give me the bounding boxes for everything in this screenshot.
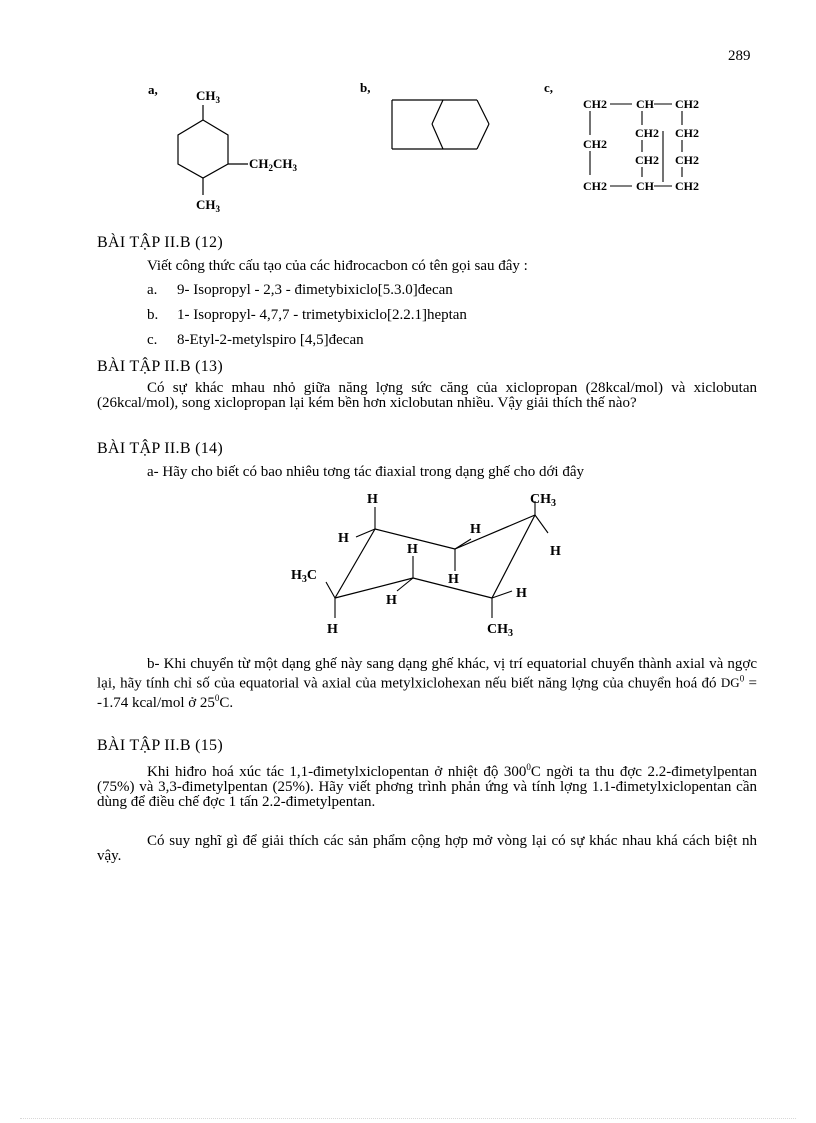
- chair-h-bottom-center: H: [386, 593, 397, 608]
- exercise-12-item-a: a. 9- Isopropyl - 2,3 - đimetybixiclo[5.3.0]đecan: [147, 282, 453, 298]
- cyclohexane-ring: [178, 120, 228, 178]
- c-r4-ch: CH: [636, 179, 654, 193]
- figure-c-structure: [538, 78, 718, 200]
- c-r4-ch2-left: CH2: [583, 179, 607, 193]
- figure-a-ethyl: $CH_2CH_3$: [249, 156, 297, 173]
- exercise-15-heading: BÀI TẬP II.B (15): [97, 737, 223, 754]
- figure-a-ch3-bottom: $CH_3$: [196, 197, 220, 214]
- chair-h-right-lower: H: [516, 586, 527, 601]
- exercise-13-text: Có sự khác mhau nhỏ giữa năng lợng sức căng của xiclopropan (28kcal/mol) và xiclobutan (26kcal/mol), song xiclopropan lại kém bền hơn xiclobutan nhiều. Vậy giải thích thế nào?: [97, 380, 757, 411]
- exercise-14-heading: BÀI TẬP II.B (14): [97, 440, 223, 457]
- c-r1-ch2-left: CH2: [583, 97, 607, 111]
- chair-h-center-upper: H: [407, 542, 418, 557]
- chair-conformation: [280, 485, 580, 645]
- exercise-15-paragraph-2: Có suy nghĩ gì để giải thích các sản phẩm cộng hợp mở vòng lại có sự khác nhau khá cách biệt nh vậy.: [97, 833, 757, 864]
- chair-h-inner-right: H: [470, 522, 481, 537]
- page-number: 289: [728, 48, 751, 64]
- chair-h3c-left: $H_3C$: [291, 568, 318, 585]
- c-r4-ch2-right: CH2: [675, 179, 699, 193]
- chair-h-bottom-left: H: [327, 622, 338, 637]
- exercise-15-paragraph-1: Khi hiđro hoá xúc tác 1,1-đimetylxiclopentan ở nhiệt độ $300^0C$ ngời ta thu đợc 2.2-đimetylpentan (75%) và 3,3-đimetylpentan (25%). Hãy viết phơng trình phản ứng và tính lợng 1.1-đimetylxiclopentan cần dùng để điều chế đợc 1 tấn 2.2-đimetylpentan.: [97, 762, 758, 810]
- chair-h-right: H: [550, 544, 561, 559]
- exercise-12-item-c: c. 8-Etyl-2-metylspiro [4,5]đecan: [147, 332, 364, 348]
- chair-h-top-left: H: [367, 492, 378, 507]
- chair-ch3-bottom-right: $CH_3$: [487, 622, 513, 639]
- figure-a-structure: [140, 78, 340, 220]
- chair-ring: [335, 515, 535, 598]
- page-bottom-rule: [20, 1118, 796, 1119]
- figure-a-label: a,: [148, 82, 158, 97]
- chair-h-left-upper: H: [338, 531, 349, 546]
- chair-h-center-lower: H: [448, 572, 459, 587]
- c-r3-ch2-a: CH2: [635, 153, 659, 167]
- exercise-12-item-b: b. 1- Isopropyl- 4,7,7 - trimetybixiclo[2.2.1]heptan: [147, 307, 467, 323]
- c-left-ch2: CH2: [583, 137, 607, 151]
- figure-b-structure: [355, 78, 505, 158]
- c-r1-ch: CH: [636, 97, 654, 111]
- figure-b-label: b,: [360, 80, 371, 95]
- exercise-12-heading: BÀI TẬP II.B (12): [97, 234, 223, 251]
- figure-c-label: c,: [544, 80, 554, 95]
- exercise-13-heading: BÀI TẬP II.B (13): [97, 358, 223, 375]
- c-r2-ch2-b: CH2: [675, 126, 699, 140]
- chair-ch3-top-right: $CH_3$: [530, 492, 556, 509]
- c-r1-ch2-right: CH2: [675, 97, 699, 111]
- c-r3-ch2-b: CH2: [675, 153, 699, 167]
- exercise-14-part-b: b- Khi chuyển từ một dạng ghế này sang dạng ghế khác, vị trí equatorial chuyển thành axial và ngợc lại, hãy tính chỉ số của equatorial và axial của metylxiclohexan nếu biết năng lợng của chuyển hoá đó $DG^0 = -1.74$ kcal/mol ở $25^0C$.: [97, 656, 757, 712]
- exercise-14-part-a: a- Hãy cho biết có bao nhiêu tơng tác điaxial trong dạng ghế cho dới đây: [147, 464, 584, 480]
- exercise-12-intro: Viết công thức cấu tạo của các hiđrocacbon có tên gọi sau đây :: [147, 258, 528, 274]
- delta-g-symbol: $DG^0$: [720, 674, 745, 691]
- c-r2-ch2-a: CH2: [635, 126, 659, 140]
- bicyclic-skeleton: [392, 100, 489, 149]
- figure-a-ch3-top: $CH_3$: [196, 88, 220, 105]
